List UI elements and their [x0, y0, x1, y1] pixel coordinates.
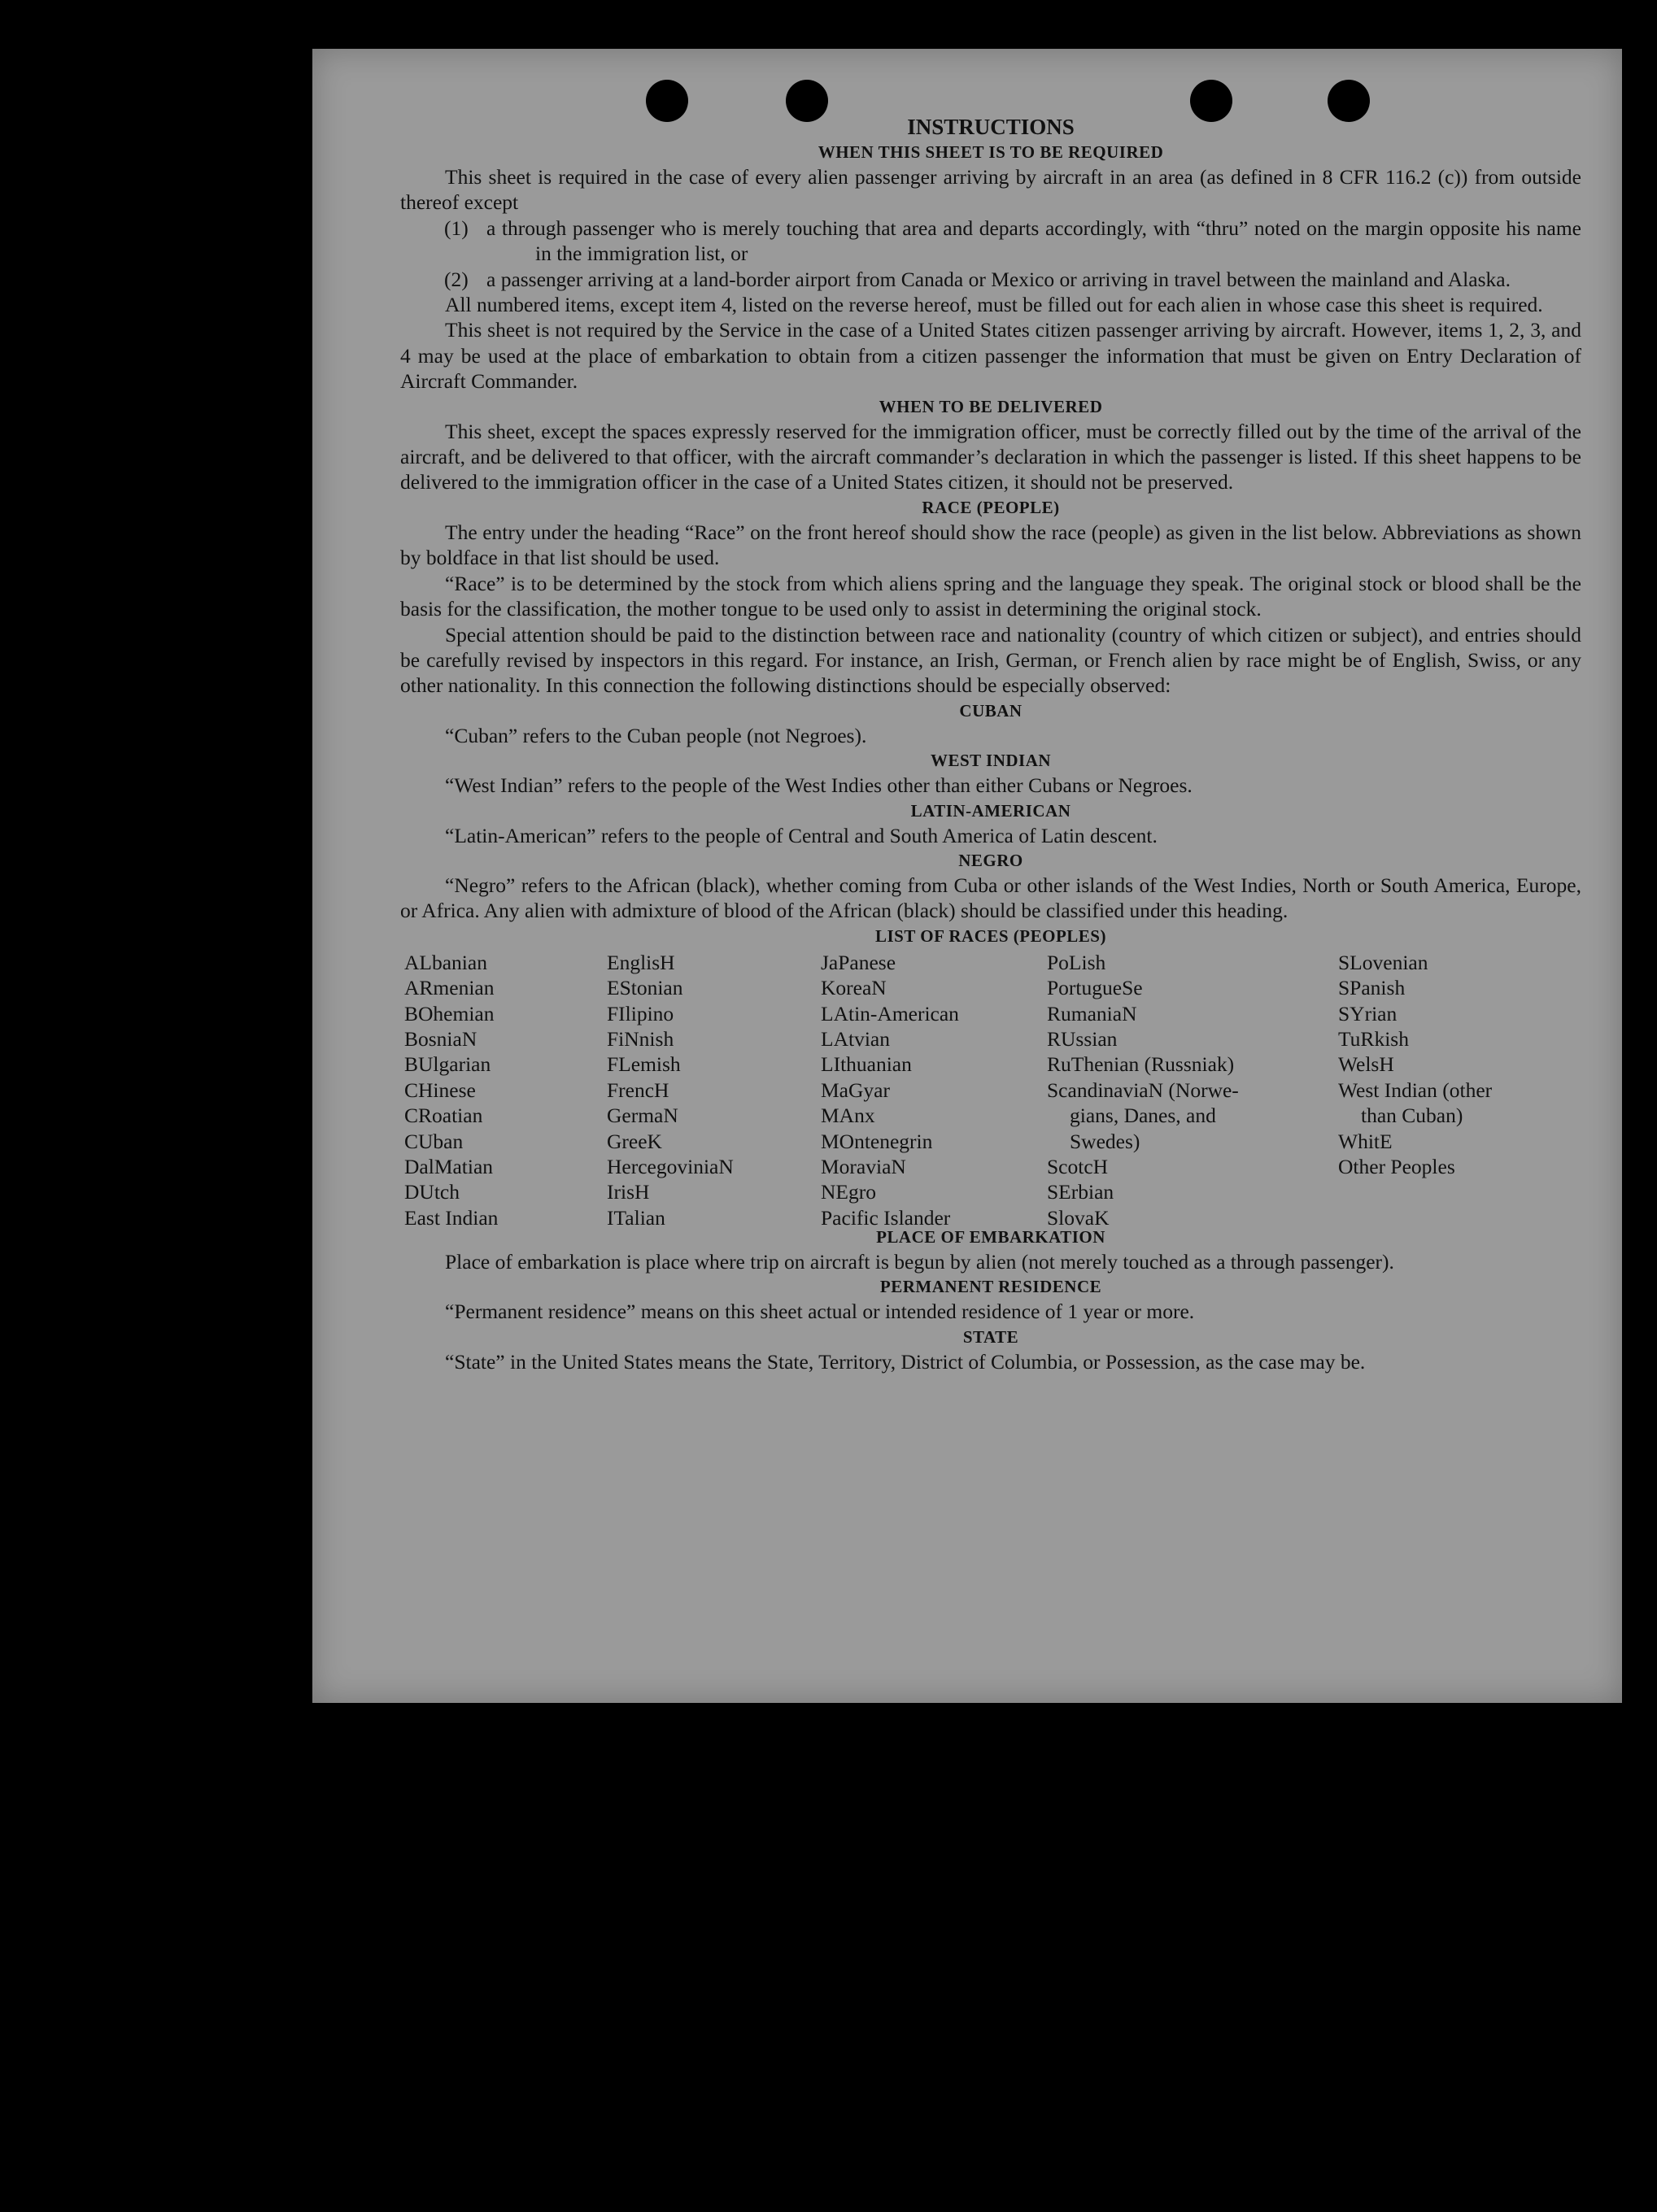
punch-hole-1 — [646, 80, 688, 122]
west-indian-text: “West Indian” refers to the people of the West Indies other than either Cubans or Negroes. — [445, 773, 1193, 798]
race-item: East Indian — [404, 1205, 499, 1230]
negro-text: “Negro” refers to the African (black), whether coming from Cuba or other islands of the West Indies, North or South America, Europe, or Africa. Any alien with admixture of blood of the African (black) should be classified under this heading. — [400, 873, 1581, 923]
race-item: RumaniaN — [1047, 1001, 1137, 1025]
races-list — [400, 948, 1581, 1230]
races-column-5 — [1338, 950, 1558, 1180]
race-item: ALbanian — [404, 950, 487, 974]
race-item: PoLish — [1047, 950, 1106, 974]
race-item: LAtvian — [821, 1026, 890, 1051]
heading-latin-american: LATIN-AMERICAN — [910, 800, 1071, 821]
race-item: MAnx — [821, 1104, 875, 1128]
race-item: GreeK — [607, 1129, 662, 1153]
heading-embarkation: PLACE OF EMBARKATION — [876, 1226, 1105, 1247]
races-column-2 — [607, 950, 734, 1230]
race-para-2: “Race” is to be determined by the stock from which aliens spring and the language they speak. The original stock or blood shall be the basis for the classification, the mother tongue to be used only to assist in determining the original stock. — [400, 571, 1581, 621]
races-column-3 — [821, 950, 959, 1230]
heading-delivered: WHEN TO BE DELIVERED — [879, 396, 1103, 416]
race-item: TuRkish — [1338, 1026, 1409, 1051]
heading-west-indian: WEST INDIAN — [930, 751, 1052, 771]
race-item: LIthuanian — [821, 1052, 912, 1077]
race-item: WhitE — [1338, 1129, 1393, 1153]
punch-hole-4 — [1328, 80, 1370, 122]
race-item: Other Peoples — [1338, 1155, 1455, 1178]
race-item: FrencH — [607, 1078, 669, 1102]
race-item: CUban — [404, 1129, 464, 1153]
residence-text: “Permanent residence” means on this sheet actual or intended residence of 1 year or more. — [445, 1300, 1195, 1324]
required-para-3: This sheet is not required by the Service in the case of a United States citizen passenger arriving by aircraft. However, items 1, 2, 3, and 4 may be used at the place of embarkation to obtain from a citizen passenger the information that must be given on Entry Declaration of Aircraft Commander. — [400, 318, 1581, 394]
race-item: BosniaN — [404, 1026, 477, 1051]
race-item: HercegoviniaN — [607, 1155, 734, 1178]
heading-required: WHEN THIS SHEET IS TO BE REQUIRED — [818, 142, 1164, 162]
race-item: BOhemian — [404, 1001, 495, 1025]
latin-american-text: “Latin-American” refers to the people of Central and South America of Latin descent. — [445, 823, 1158, 847]
delivered-text: This sheet, except the spaces expressly reserved for the immigration officer, must be correctly filled out by the time of the arrival of the aircraft, and be delivered to that officer, with the aircraft commander’s declaration in which the passenger is listed. If this sheet happens to be delivered to the immigration officer in the case of a United States citizen, it should not be preserved. — [400, 419, 1581, 494]
race-item: EStonian — [607, 976, 683, 1000]
race-item-continuation: gians, Danes, and — [1070, 1104, 1216, 1128]
race-item-continuation: Swedes) — [1070, 1129, 1140, 1153]
race-item: SPanish — [1338, 976, 1406, 1000]
race-item: MaGyar — [821, 1078, 890, 1102]
race-item: GermaN — [607, 1104, 678, 1128]
race-item: SLovenian — [1338, 950, 1428, 974]
heading-races-list: LIST OF RACES (PEOPLES) — [875, 925, 1106, 946]
race-item: ITalian — [607, 1205, 665, 1230]
heading-residence: PERMANENT RESIDENCE — [879, 1277, 1102, 1297]
race-item: BUlgarian — [404, 1052, 491, 1077]
exception-1-text: a through passenger who is merely touching that area and departs accordingly, with “thru” noted on the margin opposite his name in the immigration list, or — [486, 216, 1581, 266]
race-item: Pacific Islander — [821, 1205, 951, 1230]
race-item: ScandinaviaN (Norwe- — [1047, 1078, 1239, 1102]
race-item: EnglisH — [607, 950, 675, 974]
race-item: DalMatian — [404, 1155, 494, 1178]
exception-1-number: (1) — [444, 216, 469, 240]
race-item: NEgro — [821, 1180, 876, 1204]
races-column-1 — [404, 950, 498, 1230]
exception-1 — [400, 216, 1581, 267]
race-para-1: The entry under the heading “Race” on the front hereof should show the race (people) as given in the list below. Abbreviations as shown by boldface in that list should be used. — [400, 520, 1581, 570]
race-item: FLemish — [607, 1052, 681, 1077]
race-item: West Indian (other — [1338, 1078, 1493, 1102]
race-item: KoreaN — [821, 976, 887, 1000]
instruction-sheet — [312, 49, 1622, 1703]
races-column-4 — [1047, 950, 1239, 1230]
race-item: JaPanese — [821, 950, 896, 974]
race-item: FIlipino — [607, 1001, 674, 1025]
race-item: SErbian — [1047, 1180, 1114, 1204]
embarkation-text: Place of embarkation is place where trip on aircraft is begun by alien (not merely touched as a through passenger). — [445, 1249, 1394, 1274]
race-item: SlovaK — [1047, 1205, 1110, 1230]
heading-race: RACE (PEOPLE) — [922, 497, 1060, 517]
race-item: CHinese — [404, 1078, 476, 1102]
exception-2 — [400, 267, 1581, 292]
required-para-2: All numbered items, except item 4, listed on the reverse hereof, must be filled out for each alien in whose case this sheet is required. — [445, 293, 1543, 317]
race-item: SYrian — [1338, 1001, 1398, 1025]
heading-cuban: CUBAN — [959, 700, 1023, 721]
race-para-3: Special attention should be paid to the distinction between race and nationality (country of which citizen or subject), and entries should be carefully revised by inspectors in this regard. For instance, an Irish, German, or French alien by race might be of English, Swiss, or any other nationality. In this connection the following distinctions should be especially observed: — [400, 622, 1581, 698]
race-item: ScotcH — [1047, 1155, 1109, 1178]
heading-state: STATE — [962, 1326, 1019, 1347]
race-item: RuThenian (Russniak) — [1047, 1052, 1235, 1077]
race-item: MOntenegrin — [821, 1129, 933, 1153]
punch-hole-3 — [1190, 80, 1232, 122]
document-title: INSTRUCTIONS — [907, 115, 1075, 139]
race-item: DUtch — [404, 1180, 460, 1204]
race-item: WelsH — [1338, 1052, 1394, 1077]
race-item: FiNnish — [607, 1026, 674, 1051]
heading-negro: NEGRO — [958, 850, 1023, 870]
exception-2-text: a passenger arriving at a land-border airport from Canada or Mexico or arriving in travel between the mainland and Alaska. — [486, 267, 1511, 291]
race-item: CRoatian — [404, 1104, 483, 1128]
race-item-continuation: than Cuban) — [1361, 1104, 1463, 1128]
race-item: IrisH — [607, 1180, 650, 1204]
race-item: MoraviaN — [821, 1155, 906, 1178]
state-text: “State” in the United States means the State, Territory, District of Columbia, or Possession, as the case may be. — [445, 1349, 1366, 1374]
race-item: PortugueSe — [1047, 976, 1143, 1000]
punch-hole-2 — [786, 80, 828, 122]
cuban-text: “Cuban” refers to the Cuban people (not Negroes). — [445, 723, 867, 747]
exception-2-number: (2) — [444, 267, 469, 291]
race-item: ARmenian — [404, 976, 495, 1000]
required-intro: This sheet is required in the case of every alien passenger arriving by aircraft in an area (as defined in 8 CFR 116.2 (c)) from outside thereof except — [400, 165, 1581, 215]
race-item: LAtin-American — [821, 1001, 959, 1025]
race-item: RUssian — [1047, 1026, 1118, 1051]
